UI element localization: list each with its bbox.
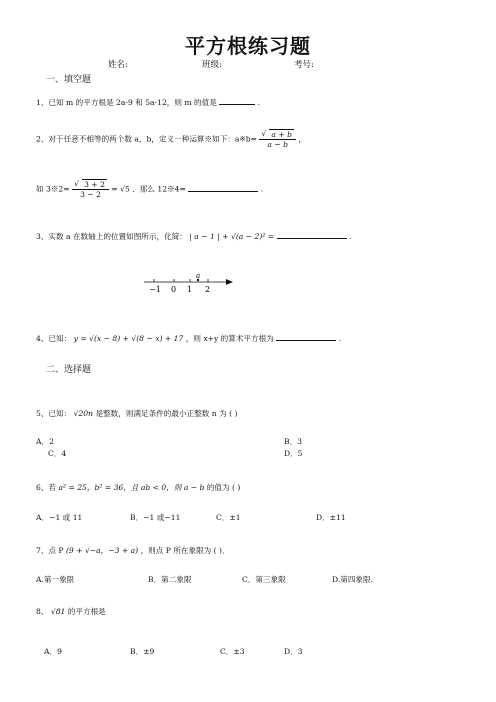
- question-6-text: 6、若: [36, 483, 57, 492]
- question-4-text: 4、已知：: [36, 334, 72, 343]
- tick-label-0: 0: [171, 285, 177, 294]
- question-6-expression: a² = 25，b² = 36，且 ab < 0，则 a − b: [58, 483, 205, 492]
- question-4-rest: ，则 x+y 的算术平方根为: [185, 334, 274, 343]
- q2-example-text: ．那么 12※4=: [132, 184, 186, 194]
- q5-option-a[interactable]: A．2: [36, 437, 54, 446]
- question-4-expression: y = √(x − 8) + √(8 − x) + 17: [73, 334, 184, 343]
- section-multiple-choice: 二、选择题: [46, 365, 92, 375]
- exam-number-label: 考号:: [294, 60, 314, 70]
- question-1: [36, 96, 260, 108]
- question-7: [36, 545, 230, 556]
- q8-option-c[interactable]: C．±3: [220, 647, 245, 656]
- question-3: [36, 230, 351, 242]
- question-8-rest: 的平方根是: [67, 607, 106, 616]
- question-1-end: .: [257, 98, 261, 107]
- q8-option-d[interactable]: D．3: [284, 647, 303, 656]
- question-3-text: 3、实数 a 在数轴上的位置如图所示，化简：: [36, 232, 187, 241]
- q7-option-a[interactable]: A.第一象限: [36, 575, 75, 584]
- question-5-expression: √20n: [73, 409, 94, 418]
- question-8: [36, 606, 106, 617]
- q6-option-b[interactable]: B．−1 或−11: [130, 513, 181, 522]
- question-2: [36, 130, 306, 149]
- question-4-end: .: [338, 334, 342, 343]
- q2-example-prefix: 如 3※2=: [36, 184, 70, 194]
- q2-example-denominator: 3 − 2: [80, 190, 101, 199]
- question-4: [36, 332, 341, 344]
- question-5-rest: 是整数，则满足条件的最小正整数 n 为 ( ): [95, 409, 238, 418]
- q7-option-b[interactable]: B．第二象限: [148, 575, 192, 584]
- question-8-expression: √81: [50, 607, 66, 616]
- question-2-example: [36, 180, 263, 199]
- q5-option-d[interactable]: D．5: [284, 449, 303, 458]
- q2-example-equals: = √5: [111, 184, 130, 194]
- q6-option-d[interactable]: D．±11: [316, 513, 346, 522]
- number-line-point-label: a: [196, 272, 201, 280]
- q7-option-d[interactable]: D.第四象限.: [332, 575, 374, 584]
- q6-option-a[interactable]: A．−1 或 11: [36, 513, 83, 522]
- q8-option-a[interactable]: A．9: [44, 647, 62, 656]
- page-title: 平方根练习题: [185, 34, 311, 58]
- q2-example-numerator: 3 + 2: [84, 180, 105, 189]
- question-1-text: 1、已知 m 的平方根是 2a-9 和 5a-12，则 m 的值是: [36, 98, 217, 107]
- q6-option-c[interactable]: C．±1: [216, 513, 241, 522]
- number-line: [140, 270, 240, 296]
- question-6-rest: 的值为 ( ): [206, 483, 241, 492]
- section-fill-blank: 一、填空题: [46, 75, 92, 85]
- name-label: 姓名:: [108, 60, 128, 70]
- answer-blank-1[interactable]: [219, 96, 255, 105]
- q2-numerator: a + b: [271, 130, 293, 139]
- question-2-text: 2、对于任意不相等的两个数 a，b，定义一种运算※如下：a※b=: [36, 134, 257, 144]
- q2-denominator: a − b: [267, 140, 289, 149]
- tick-label-1: 1: [187, 285, 193, 294]
- tick-label-neg1: −1: [149, 285, 161, 294]
- question-3-expression: | a − 1 | + √(a − 2)² =: [189, 232, 275, 241]
- question-8-prefix: 8、: [36, 607, 49, 616]
- question-7-expression: (9 + √−a，−3 + a): [65, 546, 139, 555]
- answer-blank-3[interactable]: [277, 230, 347, 239]
- q2-example-fraction: [72, 180, 109, 199]
- q5-option-b[interactable]: B．3: [284, 437, 303, 446]
- answer-blank-2[interactable]: [188, 183, 258, 192]
- question-3-end: .: [348, 232, 352, 241]
- question-7-rest: ，则点 P 所在象限为 ( )．: [140, 546, 230, 555]
- q8-option-b[interactable]: B．±9: [130, 647, 155, 656]
- tick-label-2: 2: [205, 285, 211, 294]
- class-label: 班级:: [202, 60, 222, 70]
- answer-blank-4[interactable]: [276, 332, 336, 341]
- question-2-fraction: [259, 130, 296, 149]
- q7-option-c[interactable]: C．第三象限: [242, 575, 286, 584]
- question-5: [36, 408, 237, 419]
- question-6: [36, 482, 240, 493]
- question-2-end: ，: [298, 134, 307, 144]
- q5-option-c[interactable]: C．4: [48, 449, 67, 458]
- question-7-text: 7、点 P: [36, 546, 64, 555]
- question-5-text: 5、已知：: [36, 409, 72, 418]
- q2-example-end: .: [260, 184, 264, 194]
